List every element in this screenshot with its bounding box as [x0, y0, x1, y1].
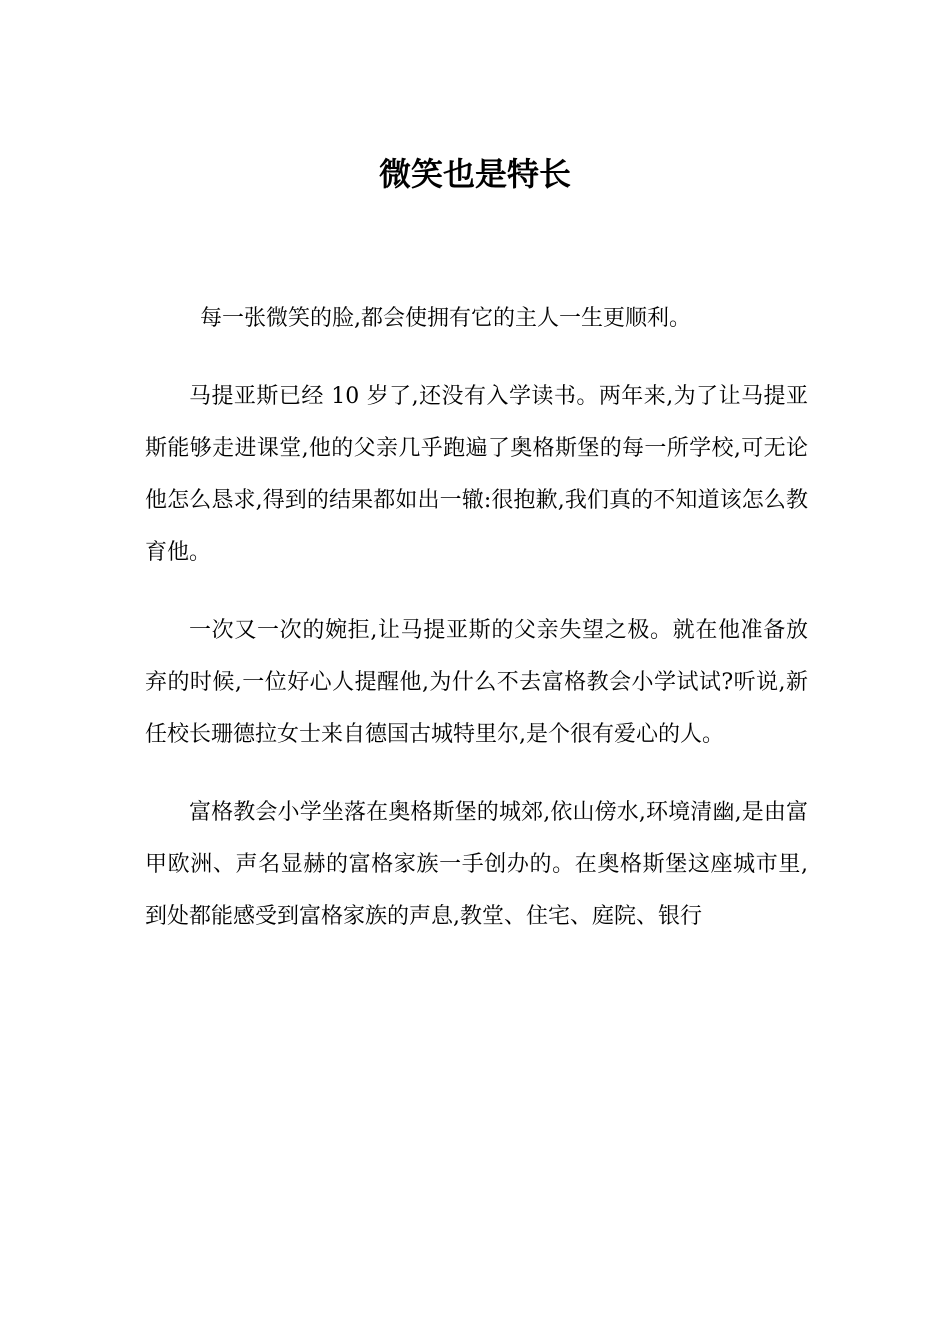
document-body [145, 293, 808, 969]
document-title: 微笑也是特长 [378, 155, 571, 193]
paragraph: 马提亚斯已经 10 岁了,还没有入学读书。两年来,为了让马提亚斯能够走进课堂,他的父亲几乎跑遍了奥格斯堡的每一所学校,可无论他怎么恳求,得到的结果都如出一辙:很抱歉,我们真的不知道该怎么教育他。 [145, 384, 808, 565]
paragraph: 富格教会小学坐落在奥格斯堡的城郊,依山傍水,环境清幽,是由富甲欧洲、声名显赫的富格家族一手创办的。在奥格斯堡这座城市里,到处都能感受到富格家族的声息,教堂、住宅、庭院、银行 [145, 800, 808, 929]
paragraph: 每一张微笑的脸,都会使拥有它的主人一生更顺利。 [200, 306, 691, 331]
paragraph: 一次又一次的婉拒,让马提亚斯的父亲失望之极。就在他准备放弃的时候,一位好心人提醒他,为什么不去富格教会小学试试?听说,新任校长珊德拉女士来自德国古城特里尔,是个很有爱心的人。 [145, 618, 808, 747]
